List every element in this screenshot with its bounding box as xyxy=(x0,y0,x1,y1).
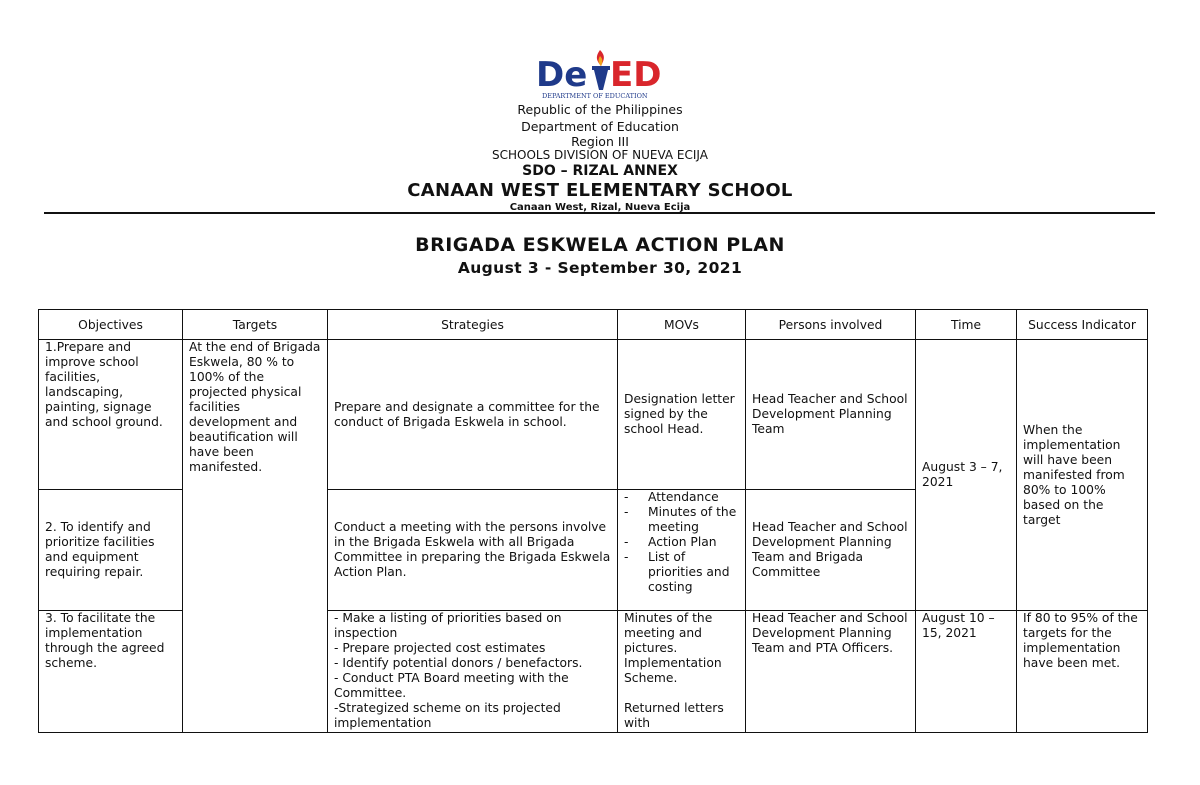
persons-cell: Head Teacher and School Development Planning Team and Brigada Committee xyxy=(746,490,916,611)
logo-subtext: DEPARTMENT OF EDUCATION xyxy=(542,92,648,100)
objective-cell: 2. To identify and prioritize facilities and equipment requiring repair. xyxy=(39,490,183,611)
target-cell: At the end of Brigada Eskwela, 80 % to 100% of the projected physical facilities development and beautification will have been manifested. xyxy=(183,340,328,733)
logo-dep-text: De xyxy=(536,55,588,95)
table-row xyxy=(39,340,1148,490)
movs-cell xyxy=(618,490,746,611)
list-item: - Minutes of the meeting xyxy=(624,505,739,535)
time-cell: August 3 – 7, 2021 xyxy=(916,340,1017,611)
column-header-time: Time xyxy=(916,310,1017,340)
movs-list xyxy=(624,490,739,595)
header-republic: Republic of the Philippines xyxy=(517,102,683,117)
success-indicator-cell: When the implementation will have been manifested from 80% to 100% based on the target xyxy=(1017,340,1148,611)
objective-cell: 3. To facilitate the implementation through the agreed scheme. xyxy=(39,611,183,733)
persons-cell: Head Teacher and School Development Planning Team and PTA Officers. xyxy=(746,611,916,733)
header-department: Department of Education xyxy=(521,119,679,134)
action-plan-table xyxy=(38,309,1148,733)
school-address: Canaan West, Rizal, Nueva Ecija xyxy=(509,202,691,213)
deped-logo xyxy=(534,46,668,102)
objective-cell: 1.Prepare and improve school facilities, landscaping, painting, signage and school ground. xyxy=(39,340,183,490)
list-item: - List of priorities and costing xyxy=(624,550,739,595)
column-header-strategies: Strategies xyxy=(328,310,618,340)
strategy-cell: Conduct a meeting with the persons involve in the Brigada Eskwela with all Brigada Committee in preparing the Brigada Eskwela Action Plan. xyxy=(328,490,618,611)
success-indicator-cell: If 80 to 95% of the targets for the implementation have been met. xyxy=(1017,611,1148,733)
list-item: - Attendance xyxy=(624,490,739,505)
list-item: - Action Plan xyxy=(624,535,739,550)
persons-cell: Head Teacher and School Development Planning Team xyxy=(746,340,916,490)
document-date-range: August 3 - September 30, 2021 xyxy=(457,259,743,277)
column-header-objectives: Objectives xyxy=(39,310,183,340)
movs-cell: Minutes of the meeting and pictures. Implementation Scheme. Returned letters with xyxy=(618,611,746,733)
time-cell: August 10 – 15, 2021 xyxy=(916,611,1017,733)
school-name: CANAAN WEST ELEMENTARY SCHOOL xyxy=(407,180,793,201)
strategy-cell: Prepare and designate a committee for the conduct of Brigada Eskwela in school. xyxy=(328,340,618,490)
table-header-row xyxy=(39,310,1148,340)
strategy-cell: - Make a listing of priorities based on inspection - Prepare projected cost estimates - Identify potential donors / benefactors. - Conduct PTA Board meeting with the Committee. -Strategized scheme on its projected implementation xyxy=(328,611,618,733)
header-sdo: SDO – RIZAL ANNEX xyxy=(522,163,678,179)
document-title: BRIGADA ESKWELA ACTION PLAN xyxy=(415,234,785,256)
column-header-movs: MOVs xyxy=(618,310,746,340)
header-divider xyxy=(44,212,1155,214)
column-header-persons: Persons involved xyxy=(746,310,916,340)
header-region: Region III xyxy=(571,134,629,149)
column-header-success-indicator: Success Indicator xyxy=(1017,310,1148,340)
torch-icon xyxy=(592,50,610,90)
logo-ed-text: ED xyxy=(610,55,662,95)
movs-cell: Designation letter signed by the school Head. xyxy=(618,340,746,490)
column-header-targets: Targets xyxy=(183,310,328,340)
header-division: SCHOOLS DIVISION OF NUEVA ECIJA xyxy=(492,148,708,162)
